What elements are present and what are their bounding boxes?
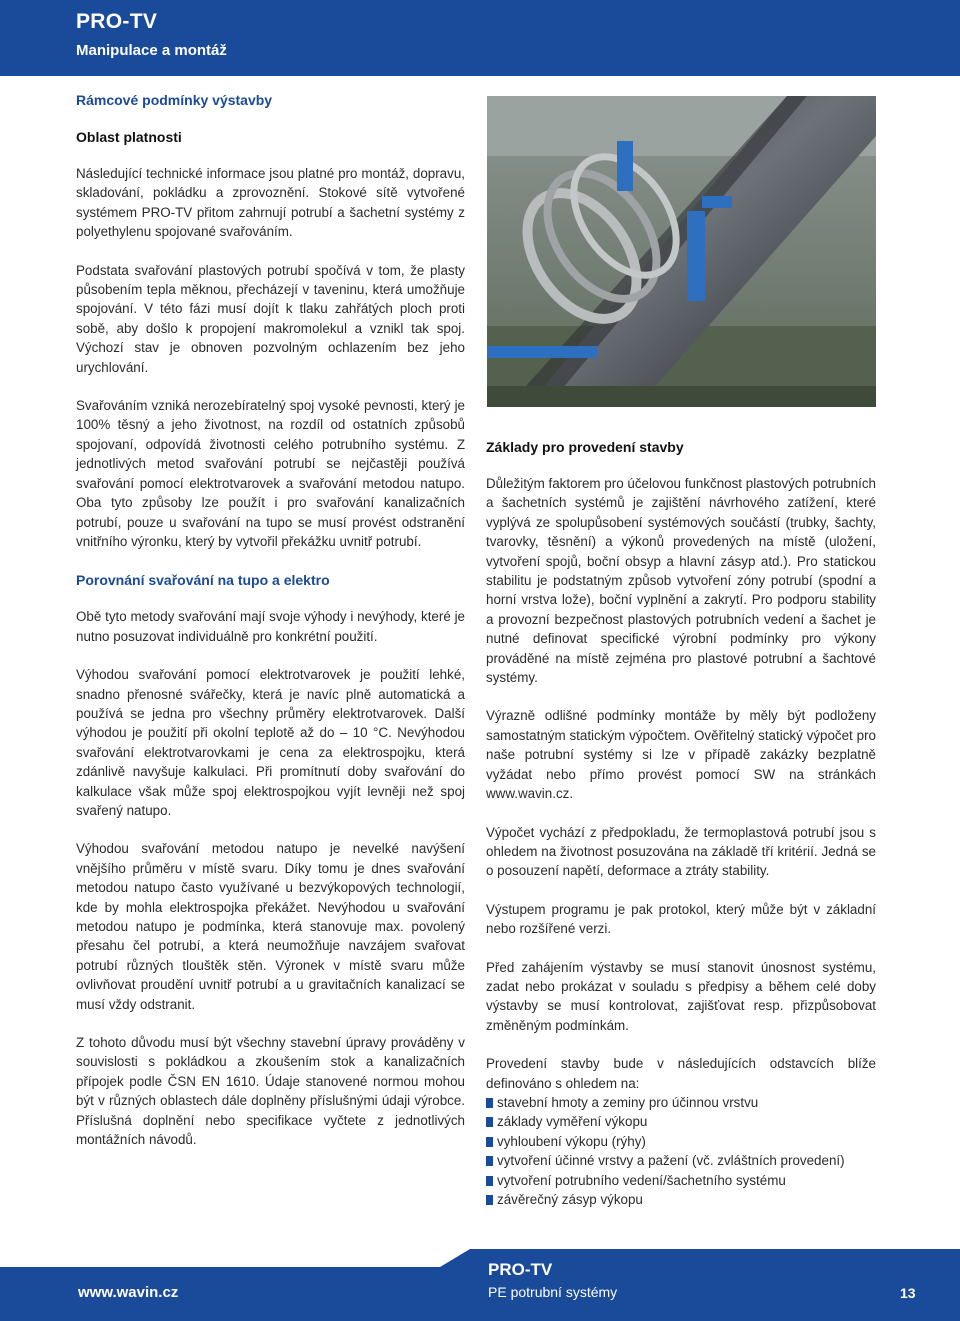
square-bullet-icon	[486, 1117, 493, 1127]
list-item	[486, 1132, 876, 1151]
section-heading: Rámcové podmínky výstavby	[76, 92, 273, 108]
square-bullet-icon	[486, 1195, 493, 1205]
list-item-text: vytvoření účinné vrstvy a pažení (vč. zvláštních provedení)	[497, 1153, 845, 1169]
paragraph: Následující technické informace jsou platné pro montáž, dopravu, skladování, pokládku a zprovoznění. Stokové sítě vytvořené systémem PRO-TV přitom zahrnují potrubí a šachetní systémy z polyethylenu spojované svařováním.	[76, 166, 465, 240]
list-item	[486, 1151, 876, 1170]
paragraph: Podstata svařování plastových potrubí spočívá v tom, že plasty působením tepla měknou, přecházejí v taveninu, která umožňuje spojování. V této fázi musí dojít k tlaku zahřátých ploch proti sobě, aby došlo k propojení makromolekul a vznikl tak spoj. Výchozí stav je obnoven pozvolným ochlazením bez jeho urychlování.	[76, 262, 465, 375]
pipe-welding-illustration	[487, 96, 876, 407]
square-bullet-icon	[486, 1156, 493, 1166]
page-number: 13	[900, 1285, 916, 1301]
list-item	[486, 1112, 876, 1131]
paragraph: Obě tyto metody svařování mají svoje výhody i nevýhody, které je nutno posuzovat individuálně pro konkrétní použití.	[76, 609, 465, 644]
pipe-welding-photo	[487, 96, 876, 407]
paragraph: Výstupem programu je pak protokol, který může být v základní nebo rozšířené verzi.	[486, 901, 876, 937]
paragraph: Výrazně odlišné podmínky montáže by měly být podloženy samostatným statickým výpočtem. Ověřitelný statický výpočet pro naše potrubní systémy si lze v případě zakázky bezplatně vyžádat nebo přímo provést pomocí SW na stránkách www.wavin.cz.	[486, 708, 876, 802]
header-title: PRO-TV	[76, 10, 158, 33]
header-subtitle: Manipulace a montáž	[76, 42, 227, 59]
paragraph: Z tohoto důvodu musí být všechny stavební úpravy prováděny v souvislosti s pokládkou a zkoušením stok a kanalizačních přípojek podle ČSN EN 1610. Údaje stanovené normou mohou být v různých oblastech dále doplněny příslušnými údaji výrobce. Příslušná doplnění nebo specifikace vyčtete z jednotlivých montážních návodů.	[76, 1035, 465, 1148]
page-header	[0, 0, 960, 76]
paragraph: Výhodou svařování pomocí elektrotvarovek je použití lehké, snadno přenosné svářečky, která je navíc plně automatická a používá se jedna pro všechny průměry elektrotvarovek. Další výhodou je použití při okolní teplotě až do – 10 °C. Nevýhodou svařování elektrotvarovkami je cena za elektrospojku, která zdánlivě navyšuje kalkulaci. Při promítnutí doby svařování do kalkulace však může spoj elektrospojkou vyjít levněji než spoj svařený natupo.	[76, 667, 465, 818]
footer-url[interactable]: www.wavin.cz	[78, 1284, 179, 1301]
paragraph: Provedení stavby bude v následujících odstavcích blíže definováno s ohledem na:	[486, 1056, 876, 1091]
left-column	[76, 90, 465, 1168]
list-item-text: vytvoření potrubního vedení/šachetního systému	[497, 1172, 786, 1188]
list-item-text: základy vyměření výkopu	[497, 1114, 648, 1130]
paragraph: Výpočet vychází z předpokladu, že termoplastová potrubí jsou s ohledem na životnost posuzována na základě tří kritérií. Jedná se o posouzení napětí, deformace a ztráty stability.	[486, 824, 876, 879]
list-item-text: vyhloubení výkopu (rýhy)	[497, 1133, 646, 1149]
heading-construction-basics: Základy pro provedení stavby	[486, 439, 684, 455]
square-bullet-icon	[486, 1176, 493, 1186]
paragraph: Před zahájením výstavby se musí stanovit únosnost systému, zadat nebo prokázat v souladu s předpisy a během celé doby výstavby se musí kontrolovat, zajišťovat resp. přizpůsobovat změněným podmínkám.	[486, 959, 876, 1033]
list-item	[486, 1190, 876, 1209]
bullet-list	[486, 1093, 876, 1209]
square-bullet-icon	[486, 1137, 493, 1147]
list-item-text: stavební hmoty a zeminy pro účinnou vrstvu	[497, 1094, 759, 1110]
paragraph: Důležitým faktorem pro účelovou funkčnost plastových potrubních a šachetních systémů je zajištění návrhového zatížení, které vyplývá ze spolupůsobení systémových součástí (trubky, šachty, tvarovky, těsnění) a výkonů provedených na místě (uložení, vytvoření spojů, boční obsyp a hlavní zásyp atd.). Pro statickou stabilitu je podstatným způsob vytvoření zóny potrubí (spodní a horní vrstva lože), boční vyplnění a zakrytí. Pro podporu stability a provozní bezpečnost plastových potrubních vedení a šachet je nutné definovat specifické výrobní podmínky pro výkony prováděné na místě zejména pro plastové potrubní a šachtové systémy.	[486, 476, 877, 686]
heading-comparison: Porovnání svařování na tupo a elektro	[76, 572, 330, 589]
footer-subtitle: PE potrubní systémy	[488, 1284, 618, 1300]
square-bullet-icon	[486, 1098, 493, 1108]
paragraph: Svařováním vzniká nerozebíratelný spoj vysoké pevnosti, který je 100% těsný a jeho životnost, na rozdíl od ostatních způsobů spojovaní, odpovídá životnosti celého potrubního systému. Z jednotlivých metod svařování potrubí se nejčastěji používá svařování pomocí elektrotvarovek a svařování metodou natupo. Oba tyto způsoby lze použít i pro svařování kanalizačních potrubí, pouze u svařování na tupo se musí provést odstranění vnitřního výronku, který by vytvořil překážku uvnitř potrubí.	[76, 398, 465, 549]
subheading-scope: Oblast platnosti	[76, 129, 182, 145]
list-item	[486, 1171, 876, 1190]
paragraph: Výhodou svařování metodou natupo je nevelké navýšení vnějšího průměru v místě svaru. Díky tomu je dnes svařování metodou natupo často využívané u bezvýkopových technologií, kde by mohla elektrospojka překážet. Nevýhodou u svařování metodou natupo je podmínka, která stanovuje max. povolený přesahu čel potrubí, a která neumožňuje navzájem svařovat potrubí různých tlouštěk stěn. Výronek v místě svaru může ovlivňovat proudění uvnitř potrubí a u gravitačních kanalizací se musí vždy odstranit.	[76, 841, 465, 1012]
right-column	[486, 437, 876, 1209]
footer-title: PRO-TV	[488, 1260, 553, 1279]
list-item-text: závěrečný zásyp výkopu	[497, 1192, 643, 1207]
list-item	[486, 1093, 876, 1112]
